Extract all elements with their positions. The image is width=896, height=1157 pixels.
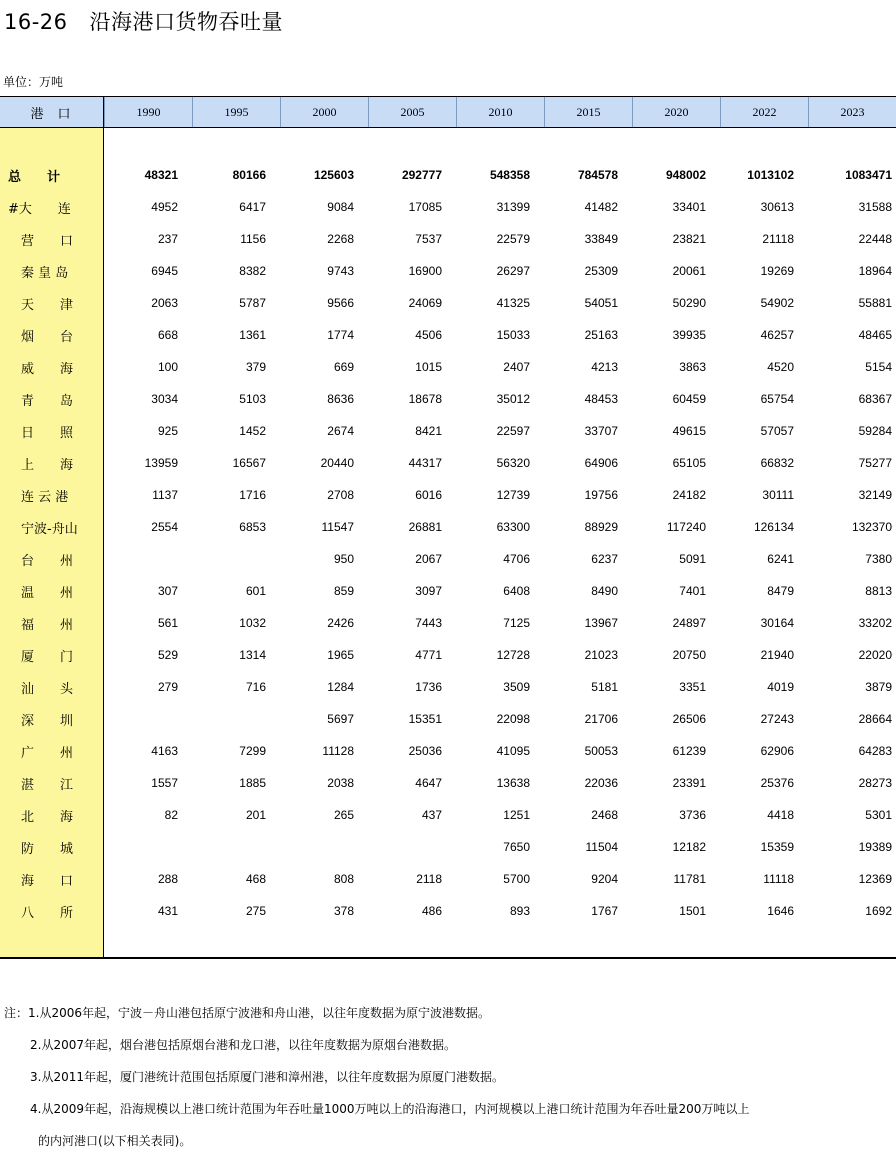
throughput-value: 4213 xyxy=(591,360,618,374)
throughput-value: 486 xyxy=(421,904,442,918)
table-row xyxy=(0,863,896,895)
throughput-value: 7537 xyxy=(415,232,442,246)
table-row xyxy=(0,415,896,447)
throughput-value: 3736 xyxy=(679,808,706,822)
throughput-value: 1137 xyxy=(152,488,178,502)
port-name: 福 州 xyxy=(8,617,74,633)
throughput-value: 3097 xyxy=(415,584,442,598)
table-row xyxy=(0,319,896,351)
throughput-value: 1361 xyxy=(239,328,266,342)
throughput-value: 6408 xyxy=(503,584,530,598)
throughput-value: 24069 xyxy=(408,296,442,310)
port-name: 连 云 港 xyxy=(8,489,69,505)
throughput-value: 4952 xyxy=(151,200,178,214)
table-row xyxy=(0,575,896,607)
throughput-value: 950 xyxy=(333,552,354,566)
throughput-value: 88929 xyxy=(584,520,618,534)
throughput-value: 22036 xyxy=(584,776,618,790)
throughput-value: 2407 xyxy=(503,360,530,374)
throughput-value: 25309 xyxy=(584,264,618,278)
throughput-value: 3509 xyxy=(503,680,530,694)
throughput-value: 20750 xyxy=(672,648,706,662)
throughput-value: 1314 xyxy=(239,648,266,662)
throughput-value: 48465 xyxy=(858,328,892,342)
throughput-value: 6945 xyxy=(151,264,178,278)
throughput-value: 48321 xyxy=(144,168,178,182)
throughput-value: 33707 xyxy=(584,424,618,438)
port-name: 天 津 xyxy=(8,297,74,313)
throughput-value: 893 xyxy=(509,904,530,918)
throughput-value: 1032 xyxy=(239,616,266,630)
throughput-value: 2118 xyxy=(416,872,442,886)
throughput-value: 1692 xyxy=(865,904,892,918)
throughput-value: 30111 xyxy=(762,488,794,502)
throughput-value: 8636 xyxy=(327,392,354,406)
table-row xyxy=(0,191,896,223)
throughput-value: 61239 xyxy=(672,744,706,758)
footnote: 3.从2011年起，厦门港统计范围包括原厦门港和漳州港，以往年度数据为原厦门港数据。 xyxy=(30,1070,504,1084)
throughput-value: 117240 xyxy=(666,520,706,534)
table-row xyxy=(0,895,896,927)
throughput-value: 669 xyxy=(333,360,354,374)
throughput-value: 41482 xyxy=(584,200,618,214)
throughput-value: 24897 xyxy=(672,616,706,630)
port-name: #大 连 xyxy=(8,201,71,217)
table-row xyxy=(0,383,896,415)
header-year: 1990 xyxy=(104,97,192,127)
throughput-value: 601 xyxy=(245,584,266,598)
throughput-value: 1736 xyxy=(415,680,442,694)
throughput-value: 12739 xyxy=(496,488,530,502)
throughput-value: 7401 xyxy=(679,584,706,598)
throughput-value: 60459 xyxy=(672,392,706,406)
throughput-value: 3351 xyxy=(679,680,706,694)
throughput-value: 784578 xyxy=(577,168,618,182)
throughput-value: 30613 xyxy=(760,200,794,214)
throughput-value: 7443 xyxy=(415,616,442,630)
port-name: 防 城 xyxy=(8,841,74,857)
throughput-value: 378 xyxy=(333,904,354,918)
footnotes xyxy=(4,997,749,1157)
header-year: 2023 xyxy=(808,97,896,127)
throughput-value: 8421 xyxy=(415,424,442,438)
throughput-value: 26881 xyxy=(408,520,442,534)
throughput-value: 716 xyxy=(245,680,266,694)
header-year: 2000 xyxy=(280,97,368,127)
throughput-value: 28664 xyxy=(858,712,892,726)
throughput-value: 64283 xyxy=(858,744,892,758)
throughput-value: 32149 xyxy=(858,488,892,502)
throughput-value: 561 xyxy=(157,616,178,630)
throughput-value: 6853 xyxy=(239,520,266,534)
header-year: 2005 xyxy=(368,97,456,127)
throughput-value: 22448 xyxy=(858,232,892,246)
throughput-value: 23821 xyxy=(672,232,706,246)
data-table xyxy=(0,96,896,958)
throughput-value: 4506 xyxy=(415,328,442,342)
throughput-value: 20440 xyxy=(320,456,354,470)
throughput-value: 68367 xyxy=(858,392,892,406)
throughput-value: 54051 xyxy=(584,296,618,310)
throughput-value: 668 xyxy=(157,328,178,342)
throughput-value: 7380 xyxy=(865,552,892,566)
throughput-value: 925 xyxy=(157,424,178,438)
throughput-value: 20061 xyxy=(672,264,706,278)
throughput-value: 4019 xyxy=(767,680,794,694)
throughput-value: 2063 xyxy=(151,296,178,310)
throughput-value: 132370 xyxy=(851,520,892,534)
throughput-value: 5697 xyxy=(327,712,354,726)
throughput-value: 2708 xyxy=(327,488,354,502)
throughput-value: 548358 xyxy=(489,168,530,182)
throughput-value: 1083471 xyxy=(845,168,892,182)
throughput-value: 201 xyxy=(245,808,266,822)
throughput-value: 15033 xyxy=(496,328,530,342)
throughput-value: 9084 xyxy=(327,200,354,214)
throughput-value: 66832 xyxy=(760,456,794,470)
throughput-value: 65105 xyxy=(672,456,706,470)
table-row xyxy=(0,351,896,383)
throughput-value: 307 xyxy=(157,584,178,598)
throughput-value: 6237 xyxy=(591,552,618,566)
header-year: 2020 xyxy=(632,97,720,127)
throughput-value: 27243 xyxy=(760,712,794,726)
table-row xyxy=(0,799,896,831)
page-title xyxy=(4,6,283,36)
throughput-value: 13959 xyxy=(144,456,178,470)
throughput-value: 5787 xyxy=(239,296,266,310)
throughput-value: 2067 xyxy=(415,552,442,566)
table-row xyxy=(0,767,896,799)
throughput-value: 6417 xyxy=(239,200,266,214)
throughput-value: 5700 xyxy=(503,872,530,886)
throughput-value: 265 xyxy=(333,808,354,822)
throughput-value: 4706 xyxy=(503,552,530,566)
throughput-value: 1013102 xyxy=(747,168,794,182)
throughput-value: 1767 xyxy=(591,904,618,918)
throughput-value: 1557 xyxy=(151,776,178,790)
throughput-value: 41325 xyxy=(496,296,530,310)
throughput-value: 15359 xyxy=(760,840,794,854)
throughput-value: 431 xyxy=(157,904,178,918)
throughput-value: 529 xyxy=(157,648,178,662)
throughput-value: 3879 xyxy=(865,680,892,694)
throughput-value: 1716 xyxy=(239,488,266,502)
throughput-value: 19756 xyxy=(584,488,618,502)
throughput-value: 48453 xyxy=(584,392,618,406)
throughput-value: 33202 xyxy=(858,616,892,630)
throughput-value: 2468 xyxy=(591,808,618,822)
throughput-value: 11781 xyxy=(673,872,706,886)
throughput-value: 11504 xyxy=(585,840,618,854)
footnote: 2.从2007年起，烟台港包括原烟台港和龙口港，以往年度数据为原烟台港数据。 xyxy=(30,1038,456,1052)
throughput-value: 437 xyxy=(421,808,442,822)
throughput-value: 1501 xyxy=(679,904,706,918)
port-name: 北 海 xyxy=(8,809,74,825)
throughput-value: 26506 xyxy=(672,712,706,726)
throughput-value: 39935 xyxy=(672,328,706,342)
throughput-value: 4647 xyxy=(415,776,442,790)
throughput-value: 21023 xyxy=(584,648,618,662)
throughput-value: 22098 xyxy=(496,712,530,726)
throughput-value: 126134 xyxy=(753,520,794,534)
throughput-value: 275 xyxy=(245,904,266,918)
throughput-value: 28273 xyxy=(858,776,892,790)
table-body xyxy=(0,159,896,927)
throughput-value: 4520 xyxy=(767,360,794,374)
port-name: 营 口 xyxy=(8,233,74,249)
table-row xyxy=(0,223,896,255)
throughput-value: 16900 xyxy=(408,264,442,278)
throughput-value: 18678 xyxy=(408,392,442,406)
throughput-value: 2268 xyxy=(327,232,354,246)
throughput-value: 8382 xyxy=(239,264,266,278)
throughput-value: 62906 xyxy=(760,744,794,758)
throughput-value: 21940 xyxy=(760,648,794,662)
throughput-value: 25163 xyxy=(584,328,618,342)
throughput-value: 1885 xyxy=(239,776,266,790)
throughput-value: 1284 xyxy=(327,680,354,694)
throughput-value: 50053 xyxy=(584,744,618,758)
throughput-value: 15351 xyxy=(408,712,442,726)
throughput-value: 25036 xyxy=(408,744,442,758)
throughput-value: 2038 xyxy=(327,776,354,790)
throughput-value: 44317 xyxy=(408,456,442,470)
throughput-value: 292777 xyxy=(401,168,442,182)
port-name: 深 圳 xyxy=(8,713,74,729)
throughput-value: 25376 xyxy=(760,776,794,790)
throughput-value: 2674 xyxy=(327,424,354,438)
footnote: 4.从2009年起，沿海规模以上港口统计范围为年吞吐量1000万吨以上的沿海港口，内河规模以上港口统计范围为年吞吐量200万吨以上 xyxy=(30,1102,750,1116)
header-port: 港口 xyxy=(0,97,104,127)
throughput-value: 1156 xyxy=(240,232,266,246)
table-row xyxy=(0,511,896,543)
throughput-value: 13967 xyxy=(584,616,618,630)
throughput-value: 13638 xyxy=(496,776,530,790)
footnote: 注：1.从2006年起，宁波－舟山港包括原宁波港和舟山港，以往年度数据为原宁波港数据。 xyxy=(4,1006,490,1020)
throughput-value: 4418 xyxy=(767,808,794,822)
throughput-value: 18964 xyxy=(858,264,892,278)
throughput-value: 17085 xyxy=(408,200,442,214)
throughput-value: 8813 xyxy=(865,584,892,598)
table-title: 沿海港口货物吞吐量 xyxy=(89,10,284,34)
throughput-value: 7125 xyxy=(503,616,530,630)
throughput-value: 75277 xyxy=(858,456,892,470)
throughput-value: 9566 xyxy=(327,296,354,310)
table-row xyxy=(0,447,896,479)
throughput-value: 23391 xyxy=(672,776,706,790)
throughput-value: 7299 xyxy=(239,744,266,758)
port-name: 威 海 xyxy=(8,361,74,377)
header-year: 2015 xyxy=(544,97,632,127)
throughput-value: 12369 xyxy=(858,872,892,886)
throughput-value: 57057 xyxy=(760,424,794,438)
port-name: 温 州 xyxy=(8,585,74,601)
throughput-value: 22020 xyxy=(858,648,892,662)
throughput-value: 12182 xyxy=(672,840,706,854)
total-row xyxy=(0,159,896,191)
throughput-value: 1452 xyxy=(239,424,266,438)
throughput-value: 59284 xyxy=(858,424,892,438)
throughput-value: 11128 xyxy=(322,744,354,758)
table-row xyxy=(0,639,896,671)
throughput-value: 6241 xyxy=(767,552,794,566)
port-name: 广 州 xyxy=(8,745,74,761)
throughput-value: 56320 xyxy=(496,456,530,470)
throughput-value: 55881 xyxy=(858,296,892,310)
throughput-value: 7650 xyxy=(503,840,530,854)
throughput-value: 8479 xyxy=(767,584,794,598)
throughput-value: 49615 xyxy=(672,424,706,438)
throughput-value: 31588 xyxy=(858,200,892,214)
port-name: 日 照 xyxy=(8,425,74,441)
throughput-value: 5103 xyxy=(239,392,266,406)
throughput-value: 379 xyxy=(245,360,266,374)
throughput-value: 4771 xyxy=(415,648,442,662)
throughput-value: 63300 xyxy=(496,520,530,534)
throughput-value: 2426 xyxy=(327,616,354,630)
throughput-value: 3034 xyxy=(151,392,178,406)
throughput-value: 19389 xyxy=(858,840,892,854)
port-name: 秦 皇 岛 xyxy=(8,265,69,281)
throughput-value: 100 xyxy=(157,360,178,374)
throughput-value: 2554 xyxy=(151,520,178,534)
table-row xyxy=(0,543,896,575)
throughput-value: 5181 xyxy=(591,680,618,694)
throughput-value: 11118 xyxy=(763,872,794,886)
table-row xyxy=(0,671,896,703)
port-name: 厦 门 xyxy=(8,649,74,665)
table-row xyxy=(0,287,896,319)
throughput-value: 22597 xyxy=(496,424,530,438)
throughput-value: 19269 xyxy=(760,264,794,278)
table-header xyxy=(0,96,896,128)
throughput-value: 9204 xyxy=(591,872,618,886)
table-row xyxy=(0,607,896,639)
throughput-value: 21118 xyxy=(762,232,794,246)
throughput-value: 948002 xyxy=(665,168,706,182)
throughput-value: 11547 xyxy=(321,520,354,534)
port-name: 海 口 xyxy=(8,873,74,889)
header-year: 2022 xyxy=(720,97,808,127)
throughput-value: 1646 xyxy=(767,904,794,918)
port-name: 湛 江 xyxy=(8,777,74,793)
port-name: 上 海 xyxy=(8,457,74,473)
port-name: 台 州 xyxy=(8,553,74,569)
throughput-value: 30164 xyxy=(760,616,794,630)
throughput-value: 1251 xyxy=(503,808,530,822)
throughput-value: 9743 xyxy=(327,264,354,278)
throughput-value: 288 xyxy=(157,872,178,886)
throughput-value: 80166 xyxy=(232,168,266,182)
throughput-value: 1965 xyxy=(327,648,354,662)
table-row xyxy=(0,703,896,735)
throughput-value: 65754 xyxy=(760,392,794,406)
throughput-value: 26297 xyxy=(496,264,530,278)
throughput-value: 46257 xyxy=(760,328,794,342)
table-row xyxy=(0,735,896,767)
throughput-value: 1015 xyxy=(415,360,442,374)
throughput-value: 6016 xyxy=(415,488,442,502)
throughput-value: 24182 xyxy=(672,488,706,502)
throughput-value: 35012 xyxy=(496,392,530,406)
port-name: 青 岛 xyxy=(8,393,74,409)
throughput-value: 1774 xyxy=(327,328,354,342)
throughput-value: 5154 xyxy=(865,360,892,374)
header-year: 1995 xyxy=(192,97,280,127)
throughput-value: 41095 xyxy=(496,744,530,758)
throughput-value: 31399 xyxy=(496,200,530,214)
table-row xyxy=(0,479,896,511)
port-name: 烟 台 xyxy=(8,329,74,345)
throughput-value: 808 xyxy=(333,872,354,886)
throughput-value: 16567 xyxy=(232,456,266,470)
throughput-value: 237 xyxy=(157,232,178,246)
throughput-value: 468 xyxy=(245,872,266,886)
table-row xyxy=(0,255,896,287)
throughput-value: 5301 xyxy=(865,808,892,822)
table-bottom-rule xyxy=(0,957,896,959)
throughput-value: 125603 xyxy=(313,168,354,182)
port-name: 汕 头 xyxy=(8,681,74,697)
port-name: 总 计 xyxy=(8,169,61,185)
throughput-value: 33849 xyxy=(584,232,618,246)
table-row xyxy=(0,831,896,863)
footnote: 的内河港口(以下相关表同)。 xyxy=(38,1134,192,1148)
port-name: 八 所 xyxy=(8,905,74,921)
throughput-value: 3863 xyxy=(679,360,706,374)
throughput-value: 54902 xyxy=(760,296,794,310)
throughput-value: 4163 xyxy=(151,744,178,758)
throughput-value: 22579 xyxy=(496,232,530,246)
port-name: 宁波-舟山 xyxy=(8,521,78,537)
table-number: 16-26 xyxy=(4,10,68,34)
throughput-value: 279 xyxy=(157,680,178,694)
unit-label: 单位：万吨 xyxy=(3,75,64,89)
throughput-value: 12728 xyxy=(496,648,530,662)
throughput-value: 64906 xyxy=(584,456,618,470)
throughput-value: 5091 xyxy=(679,552,706,566)
throughput-value: 21706 xyxy=(584,712,618,726)
throughput-value: 33401 xyxy=(672,200,706,214)
throughput-value: 82 xyxy=(164,808,178,822)
header-year: 2010 xyxy=(456,97,544,127)
throughput-value: 8490 xyxy=(591,584,618,598)
throughput-value: 859 xyxy=(333,584,354,598)
throughput-value: 50290 xyxy=(672,296,706,310)
